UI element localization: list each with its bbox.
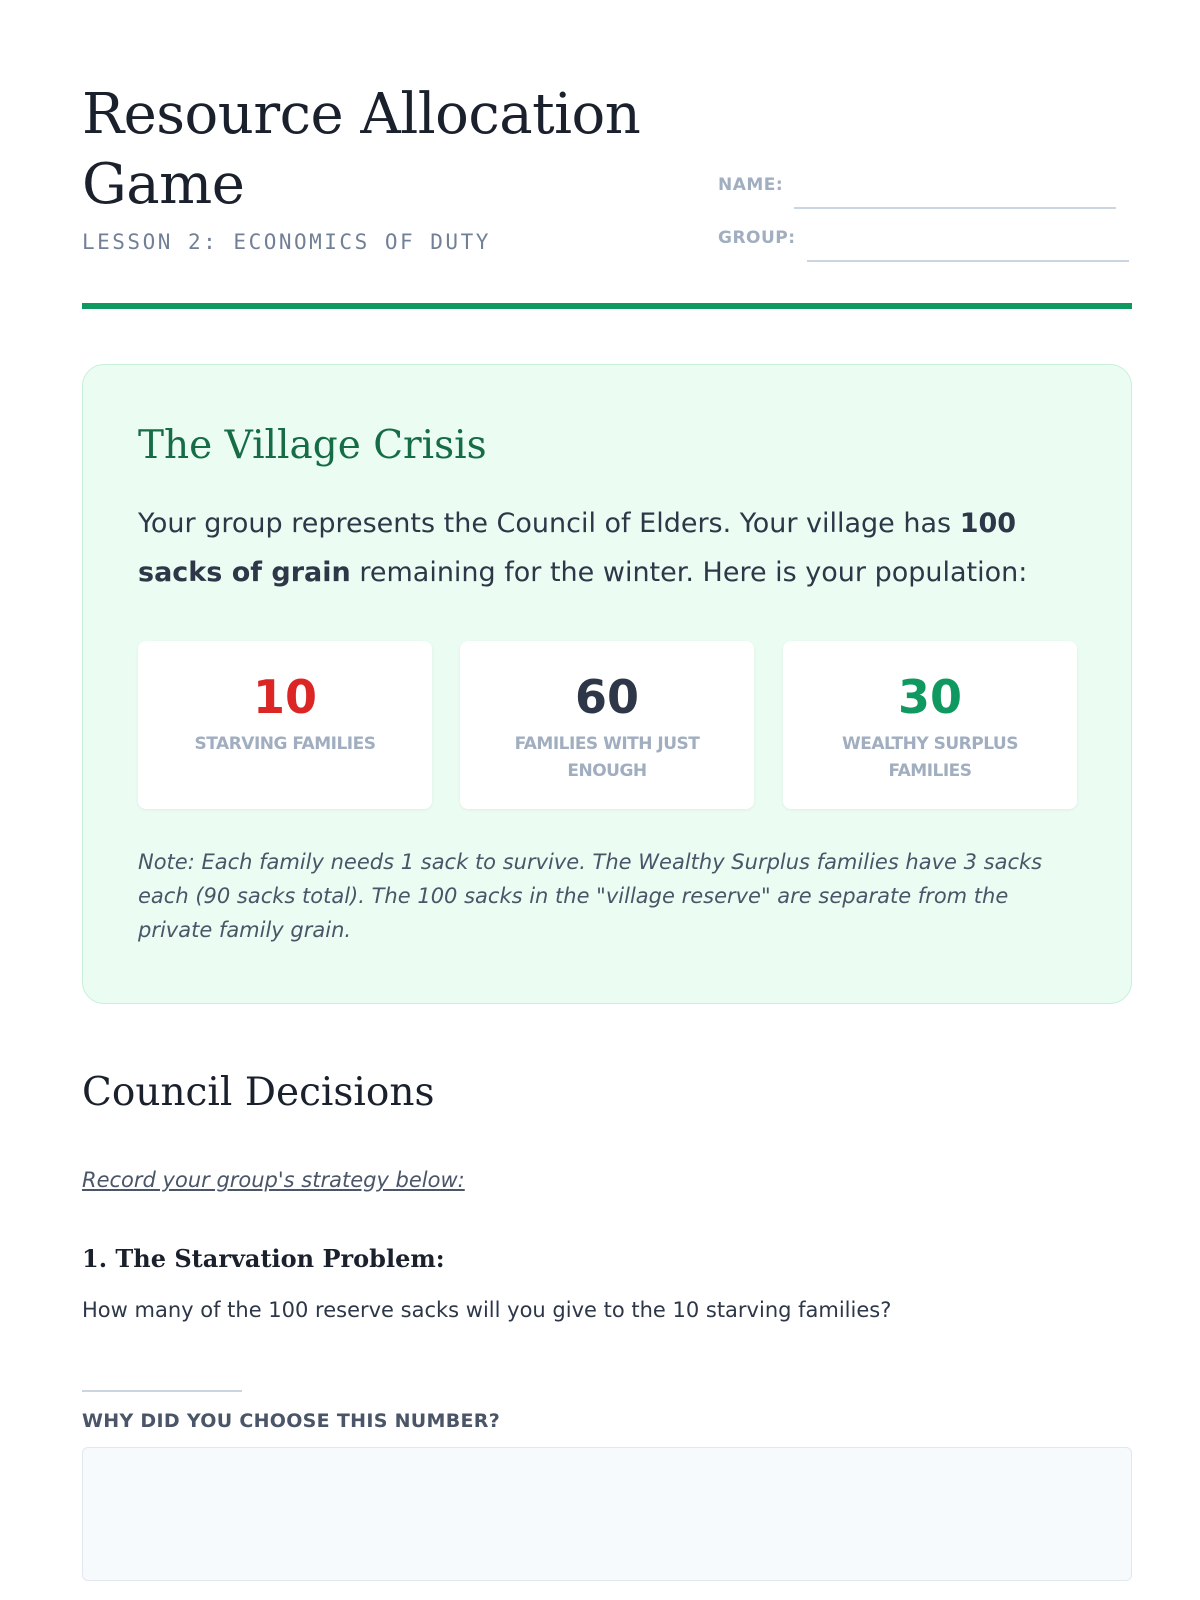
page-title: Resource Allocation Game bbox=[82, 82, 641, 217]
question-1-title: 1. The Starvation Problem: bbox=[82, 1244, 445, 1273]
stat-card-wealthy bbox=[783, 641, 1077, 809]
why-label: WHY DID YOU CHOOSE THIS NUMBER? bbox=[82, 1410, 501, 1432]
question-1-text: How many of the 100 reserve sacks will you give to the 10 starving families? bbox=[82, 1298, 892, 1322]
why-answer-box[interactable] bbox=[82, 1447, 1132, 1581]
group-field[interactable] bbox=[807, 260, 1129, 262]
stat-label: STARVING FAMILIES bbox=[194, 734, 376, 754]
crisis-note: Note: Each family needs 1 sack to survive. The Wealthy Surplus families have 3 sacks each (90 sacks total). The 100 sacks in the "village reserve" are separate from the private family grain. bbox=[138, 850, 1043, 942]
group-label: GROUP: bbox=[718, 228, 796, 248]
name-label: NAME: bbox=[718, 175, 784, 195]
crisis-intro-emphasis: 100 sacks of grain bbox=[138, 508, 1017, 588]
crisis-intro-end: remaining for the winter. Here is your population: bbox=[350, 557, 1028, 588]
stat-card-just-enough bbox=[460, 641, 754, 809]
stat-label: FAMILIES WITH JUST ENOUGH bbox=[514, 734, 700, 781]
stat-value: 30 bbox=[897, 670, 962, 724]
stat-value: 10 bbox=[252, 670, 317, 724]
sacks-answer-field[interactable] bbox=[82, 1390, 242, 1392]
name-field[interactable] bbox=[794, 207, 1116, 209]
record-instruction: Record your group's strategy below: bbox=[82, 1168, 465, 1192]
village-crisis-panel bbox=[82, 364, 1132, 1004]
crisis-intro-start: Your group represents the Council of Elders. Your village has bbox=[138, 508, 960, 539]
stat-label: WEALTHY SURPLUS FAMILIES bbox=[842, 734, 1018, 781]
lesson-subtitle: LESSON 2: ECONOMICS OF DUTY bbox=[82, 230, 491, 254]
header-divider bbox=[82, 303, 1132, 309]
crisis-title: The Village Crisis bbox=[138, 423, 487, 468]
stat-card-starving bbox=[138, 641, 432, 809]
stat-value: 60 bbox=[574, 670, 639, 724]
crisis-intro bbox=[138, 499, 1068, 597]
council-decisions-title: Council Decisions bbox=[82, 1070, 435, 1115]
